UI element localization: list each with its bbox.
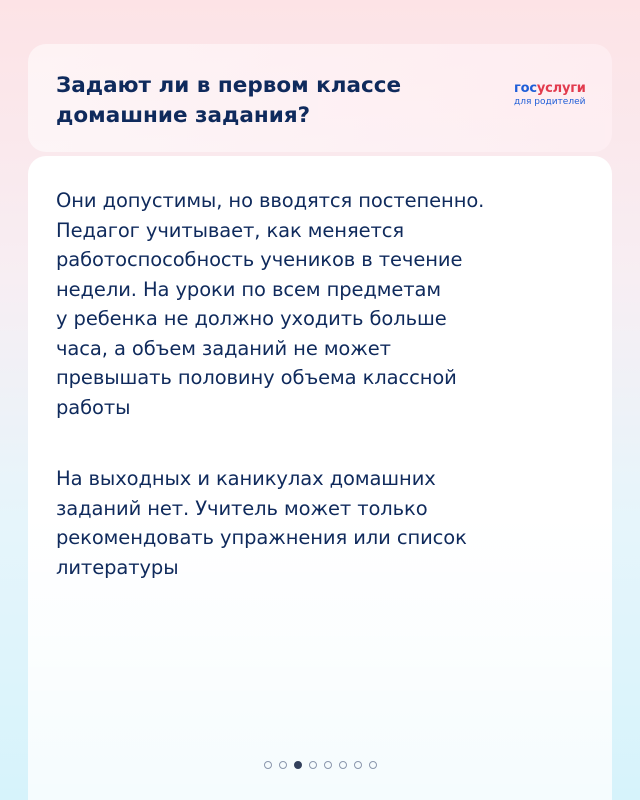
pagination-dot[interactable]	[354, 761, 362, 769]
answer-paragraph-1: Они допустимы, но вводятся постепенно. Педагог учитывает, как меняется работоспособность учеников в течение недели. На уроки по всем предметам у ребенка не должно уходить больше часа, а объем заданий не может превышать половину объема классной работы	[56, 189, 485, 419]
logo-gos: гос	[514, 81, 537, 96]
pagination-dot[interactable]	[294, 761, 302, 769]
gosuslugi-logo	[514, 81, 600, 108]
logo-uslugi: услуги	[536, 81, 586, 96]
answer-paragraph-2: На выходных и каникулах домашних заданий нет. Учитель может только рекомендовать упражнения или список литературы	[56, 467, 467, 579]
logo-wordmark	[514, 81, 600, 96]
pagination-dot[interactable]	[369, 761, 377, 769]
pagination-dots	[28, 759, 612, 771]
pagination-dot[interactable]	[339, 761, 347, 769]
pagination-dot[interactable]	[264, 761, 272, 769]
pagination-dot[interactable]	[309, 761, 317, 769]
page-title: Задают ли в первом классе домашние задания?	[56, 73, 402, 128]
header-card	[28, 44, 612, 152]
pagination-dot[interactable]	[324, 761, 332, 769]
logo-subtitle: для родителей	[514, 97, 586, 107]
content-card	[28, 156, 612, 800]
pagination-dot[interactable]	[279, 761, 287, 769]
